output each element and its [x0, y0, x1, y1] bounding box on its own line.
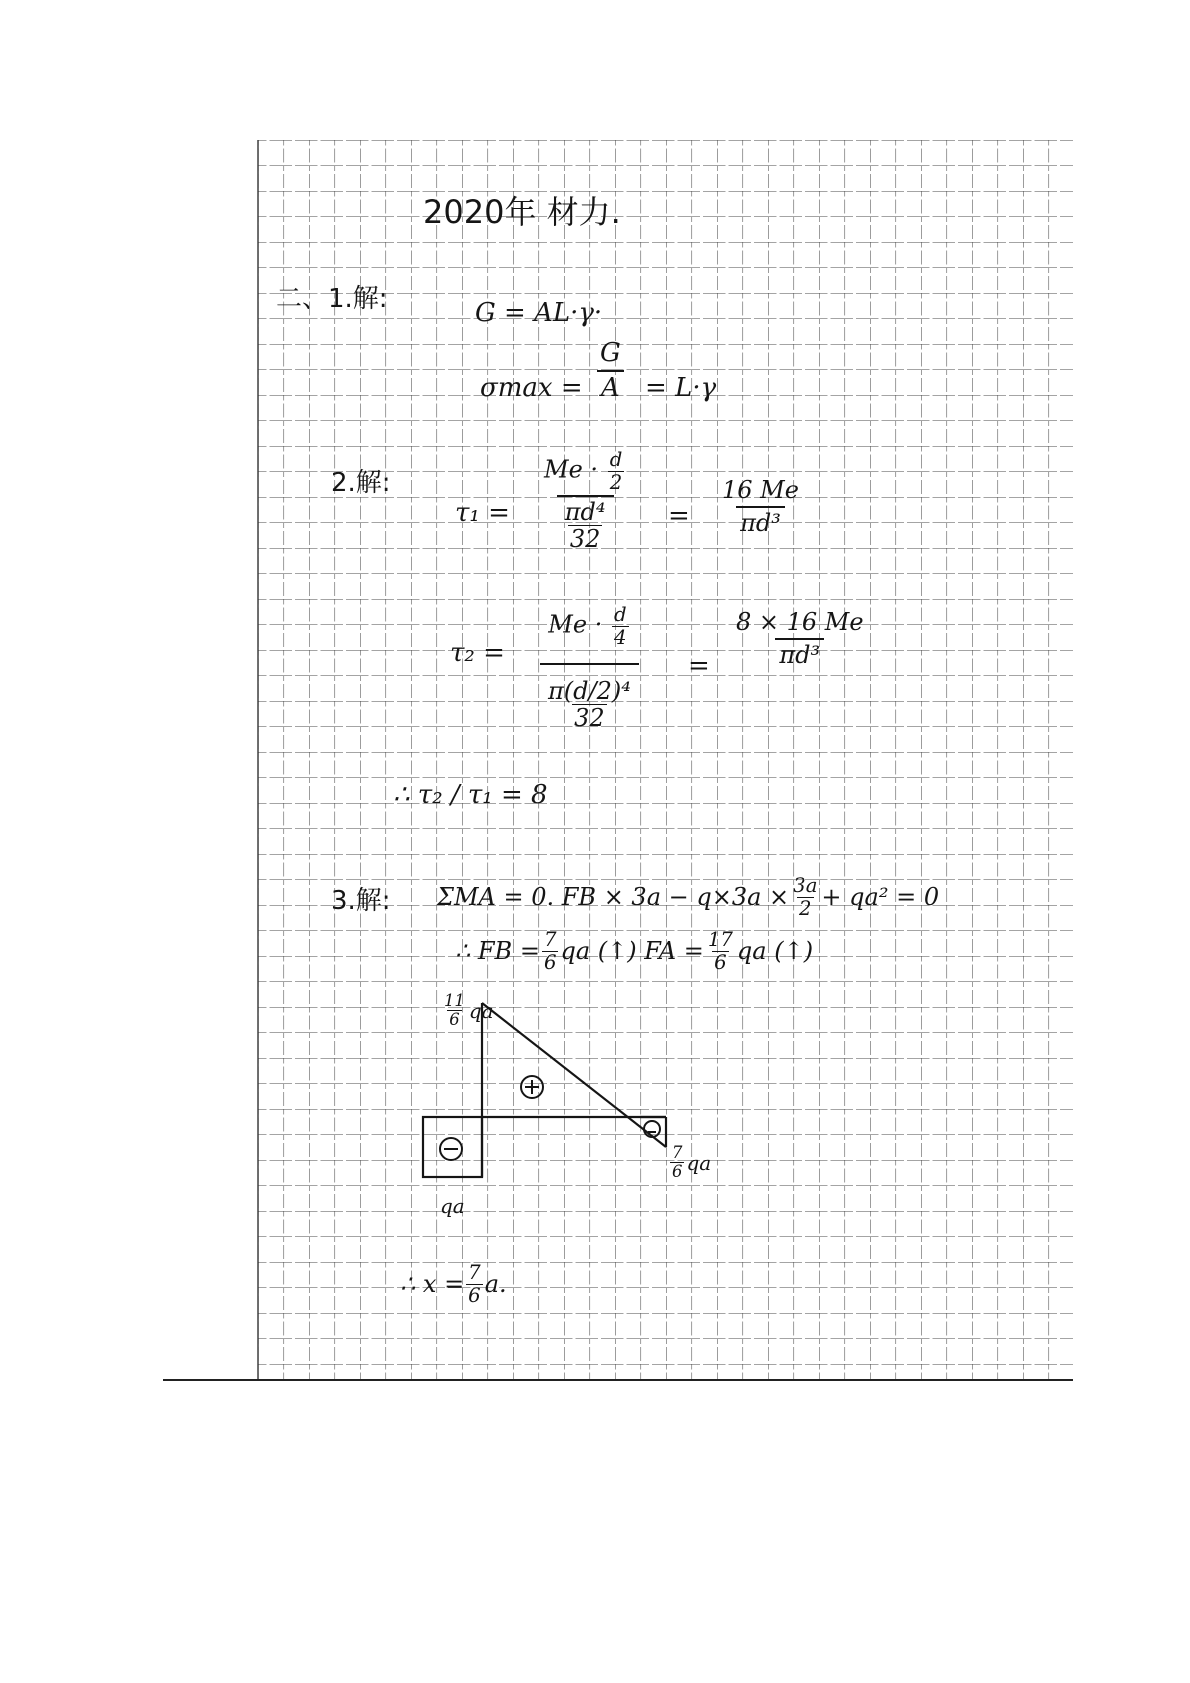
q2-tau1-equals: =	[668, 501, 690, 531]
q3-moment-part-b: + qa² = 0	[821, 883, 940, 912]
q2-tau1-numerator	[540, 450, 630, 495]
q3-fb-fraction	[542, 930, 559, 972]
q3-fa-num: 17	[707, 928, 733, 951]
q1-sigma-rhs: = L·γ	[645, 373, 717, 403]
sfd-left-label: qa	[440, 1194, 465, 1218]
q2-tau2-lhs: τ₂ =	[450, 638, 505, 668]
q2-tau2-denominator	[540, 663, 639, 733]
sfd-top-label	[440, 993, 494, 1029]
q3-moment-part-a: ΣMA = 0. FB × 3a − q×3a ×	[437, 883, 790, 912]
q3-x-num: 7	[468, 1261, 481, 1284]
sfd-top-tail: qa	[468, 998, 494, 1023]
sfd-right-tail: qa	[686, 1150, 712, 1175]
q2-tau1-result-num: 16 Me	[722, 476, 799, 504]
q2-tau1-fraction	[540, 448, 630, 554]
q2-tau2-equals: =	[688, 651, 710, 681]
q3-moment-equation	[437, 876, 939, 918]
sfd-right-num: 7	[672, 1143, 683, 1162]
sfd-top-den: 6	[449, 1010, 460, 1030]
q3-result-part-a: ∴ x =	[400, 1270, 465, 1299]
q2-tau2-result	[732, 610, 868, 668]
sfd-right-label	[668, 1145, 711, 1181]
q1-label: 二、1.解:	[276, 284, 388, 314]
q2-tau2-num-frac-num: d	[613, 603, 627, 626]
sign-minus-left	[439, 1137, 463, 1161]
q2-tau2-den-fraction	[546, 677, 633, 733]
q1-equation-g: G = AL·γ·	[475, 298, 603, 328]
q3-result-part-b: a.	[484, 1270, 507, 1299]
q3-moment-frac-den: 2	[799, 896, 812, 920]
q2-tau1-num-fraction	[608, 450, 625, 492]
q2-ratio: ∴ τ₂ / τ₁ = 8	[393, 780, 548, 810]
q2-tau1-result	[718, 478, 803, 536]
q2-label: 2.解:	[331, 468, 391, 498]
q2-tau1-num-a: Me ·	[544, 455, 599, 484]
q3-reactions-part-c: qa (↑)	[736, 937, 814, 966]
q2-tau2-den-den: 32	[574, 704, 605, 733]
q1-sigma-den: A	[597, 370, 624, 402]
q2-tau1-den-fraction	[563, 498, 608, 554]
q2-tau2-result-num: 8 × 16 Me	[736, 608, 864, 636]
q3-x-den: 6	[468, 1283, 481, 1307]
q3-moment-frac-num: 3a	[793, 874, 818, 897]
q1-sigma-lhs: σmax =	[480, 373, 583, 403]
q3-reactions-part-b: qa (↑) FA =	[560, 937, 704, 966]
q2-tau1-den-num: πd⁴	[564, 498, 606, 527]
q3-fa-den: 6	[714, 950, 727, 974]
q1-sigma-fraction	[596, 340, 625, 403]
sfd-right-fraction	[670, 1145, 684, 1181]
page-title: 2020年 材力.	[423, 193, 621, 231]
q1-sigma-num: G	[600, 338, 621, 368]
q2-tau2-fraction	[540, 603, 639, 733]
q3-label: 3.解:	[331, 886, 391, 916]
q2-tau1-den-den: 32	[569, 525, 601, 554]
q3-moment-fraction	[791, 876, 819, 918]
q2-tau1-denominator	[557, 495, 614, 554]
q3-reactions-part-a: ∴ FB =	[455, 937, 540, 966]
q2-tau1-num-frac-den: 2	[609, 470, 623, 494]
sfd-top-fraction	[442, 993, 467, 1029]
q2-tau2-num-fraction	[612, 605, 629, 647]
sfd-right-den: 6	[672, 1162, 683, 1182]
q3-fb-num: 7	[543, 928, 557, 951]
sfd-top-num: 11	[444, 991, 465, 1010]
sign-minus-right	[643, 1120, 661, 1138]
q2-tau2-num-frac-den: 4	[614, 625, 627, 649]
q3-reactions	[455, 930, 813, 972]
q2-tau1-lhs: τ₁ =	[455, 498, 510, 528]
q2-tau1-result-den: πd³	[736, 506, 785, 536]
q2-tau2-numerator	[544, 605, 634, 663]
q3-fa-fraction	[706, 930, 735, 972]
q2-tau1-num-frac-num: d	[609, 448, 623, 471]
q2-tau2-den-num: π(d/2)⁴	[548, 677, 631, 706]
q3-fb-den: 6	[543, 950, 557, 974]
sign-plus-middle	[520, 1075, 544, 1099]
q2-tau2-num-a: Me ·	[548, 610, 603, 639]
q3-result	[400, 1263, 507, 1305]
q3-x-fraction	[466, 1263, 483, 1305]
q2-tau2-result-den: πd³	[775, 638, 824, 668]
